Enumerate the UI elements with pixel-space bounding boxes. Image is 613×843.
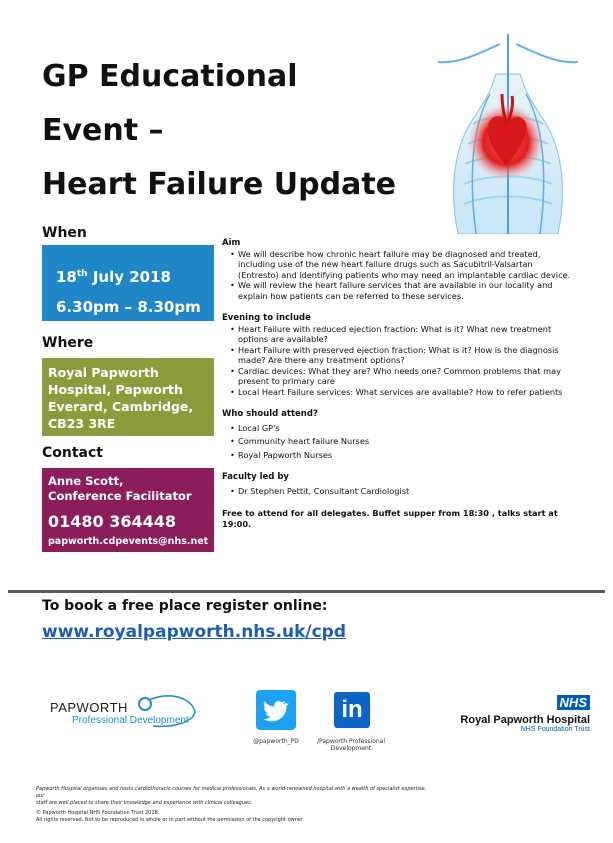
- address-line: Hospital, Papworth: [48, 382, 183, 397]
- event-date: [56, 259, 214, 292]
- event-day-suffix: th: [76, 269, 88, 279]
- linkedin-caption-line: Development: [330, 745, 372, 752]
- evening-heading: Evening to include: [222, 313, 311, 323]
- contact-role: Conference Facilitator: [48, 489, 192, 503]
- footer: [36, 786, 436, 824]
- footer-line: staff are well placed to share their knowledge and experience with clinical colleagues.: [36, 800, 253, 806]
- list-item: • Local Heart Failure services: What services are available? How to refer patients: [230, 387, 572, 398]
- nhs-hospital-name: Royal Papworth Hospital: [460, 714, 590, 726]
- nhs-logo: [440, 692, 590, 733]
- list-item: • We will describe how chronic heart failure may be diagnosed and treated, including use of the new heart failure drugs such as Sacubitril-Valsartan (Entresto) and identifying patients who may need an implantable cardiac device.: [230, 249, 572, 281]
- page-title: [42, 50, 412, 212]
- booking-url-link[interactable]: www.royalpapworth.nhs.uk/cpd: [42, 622, 347, 642]
- contact-email-link[interactable]: papworth.cdpevents@nhs.net: [48, 536, 209, 547]
- list-item: • We will review the heart failure services that are available in our locality and explain how patients can be referred to these services.: [230, 280, 572, 301]
- twitter-icon[interactable]: [256, 690, 296, 730]
- contact-box: [42, 468, 214, 552]
- address-line: CB23 3RE: [48, 416, 116, 431]
- copyright-line: © Papworth Hospital NHS Foundation Trust 2018.: [36, 810, 160, 816]
- nhs-trust-name: NHS Foundation Trust: [520, 726, 590, 733]
- address-line: Everard, Cambridge,: [48, 399, 194, 414]
- address-line: Royal Papworth: [48, 365, 159, 380]
- when-label: When: [42, 225, 87, 241]
- papworth-logo-sub: Professional Development: [72, 715, 189, 726]
- event-details: [222, 238, 572, 529]
- booking-text: To book a free place register online:: [42, 598, 328, 614]
- faculty-list: [222, 486, 572, 497]
- list-item: • Cardiac devices: What they are? Who needs one? Common problems that may present to primary care: [230, 366, 572, 387]
- list-item: • Local GP's: [230, 423, 572, 434]
- attend-heading: Who should attend?: [222, 409, 318, 419]
- aim-heading: Aim: [222, 238, 241, 248]
- papworth-logo-main: PAPWORTH: [50, 700, 128, 715]
- list-item: • Heart Failure with reduced ejection fraction: What is it? What new treatment options are available?: [230, 324, 572, 345]
- nhs-badge: NHS: [557, 695, 590, 710]
- title-line: Heart Failure Update: [42, 167, 397, 202]
- contact-phone: 01480 364448: [48, 512, 177, 531]
- heart-anatomy-illustration: [418, 34, 598, 234]
- where-label: Where: [42, 335, 94, 351]
- title-line: GP Educational: [42, 59, 298, 94]
- twitter-bird-icon: [256, 690, 296, 730]
- divider: [8, 590, 605, 593]
- evening-list: [222, 324, 572, 398]
- faculty-heading: Faculty led by: [222, 472, 289, 482]
- linkedin-icon[interactable]: in: [334, 692, 370, 728]
- footer-line: Papworth Hospital organises and hosts cardiothoracic courses for medical professionals. As a world-renowned hospital with a wealth of specialist expertise, our: [36, 786, 427, 799]
- attend-list: [222, 423, 572, 461]
- twitter-caption: @papworth_PD: [253, 738, 299, 745]
- title-line: Event –: [42, 113, 164, 148]
- contact-name: Anne Scott,: [48, 474, 124, 488]
- linkedin-caption: [306, 738, 396, 752]
- when-box: [42, 245, 214, 321]
- list-item: • Dr Stephen Pettit, Consultant Cardiologist: [230, 486, 572, 497]
- event-day: 18: [56, 268, 77, 286]
- aim-list: [222, 249, 572, 302]
- linkedin-caption-line: /Papworth Professional: [316, 738, 386, 745]
- list-item: • Community heart failure Nurses: [230, 436, 572, 447]
- list-item: • Heart Failure with preserved ejection fraction: What is it? How is the diagnosis made? Are there any treatment options?: [230, 345, 572, 366]
- free-attendance-note: Free to attend for all delegates. Buffet supper from 18:30 , talks start at 19:00.: [222, 508, 558, 529]
- rights-line: All rights reserved. Not to be reproduced in whole or in part without the permission of the copyright owner.: [36, 817, 305, 823]
- contact-label: Contact: [42, 445, 103, 461]
- event-month-year: July 2018: [92, 268, 171, 286]
- list-item: • Royal Papworth Nurses: [230, 450, 572, 461]
- papworth-pd-logo: [50, 690, 200, 730]
- event-time: 6.30pm – 8.30pm: [56, 298, 201, 316]
- where-box: [42, 358, 214, 436]
